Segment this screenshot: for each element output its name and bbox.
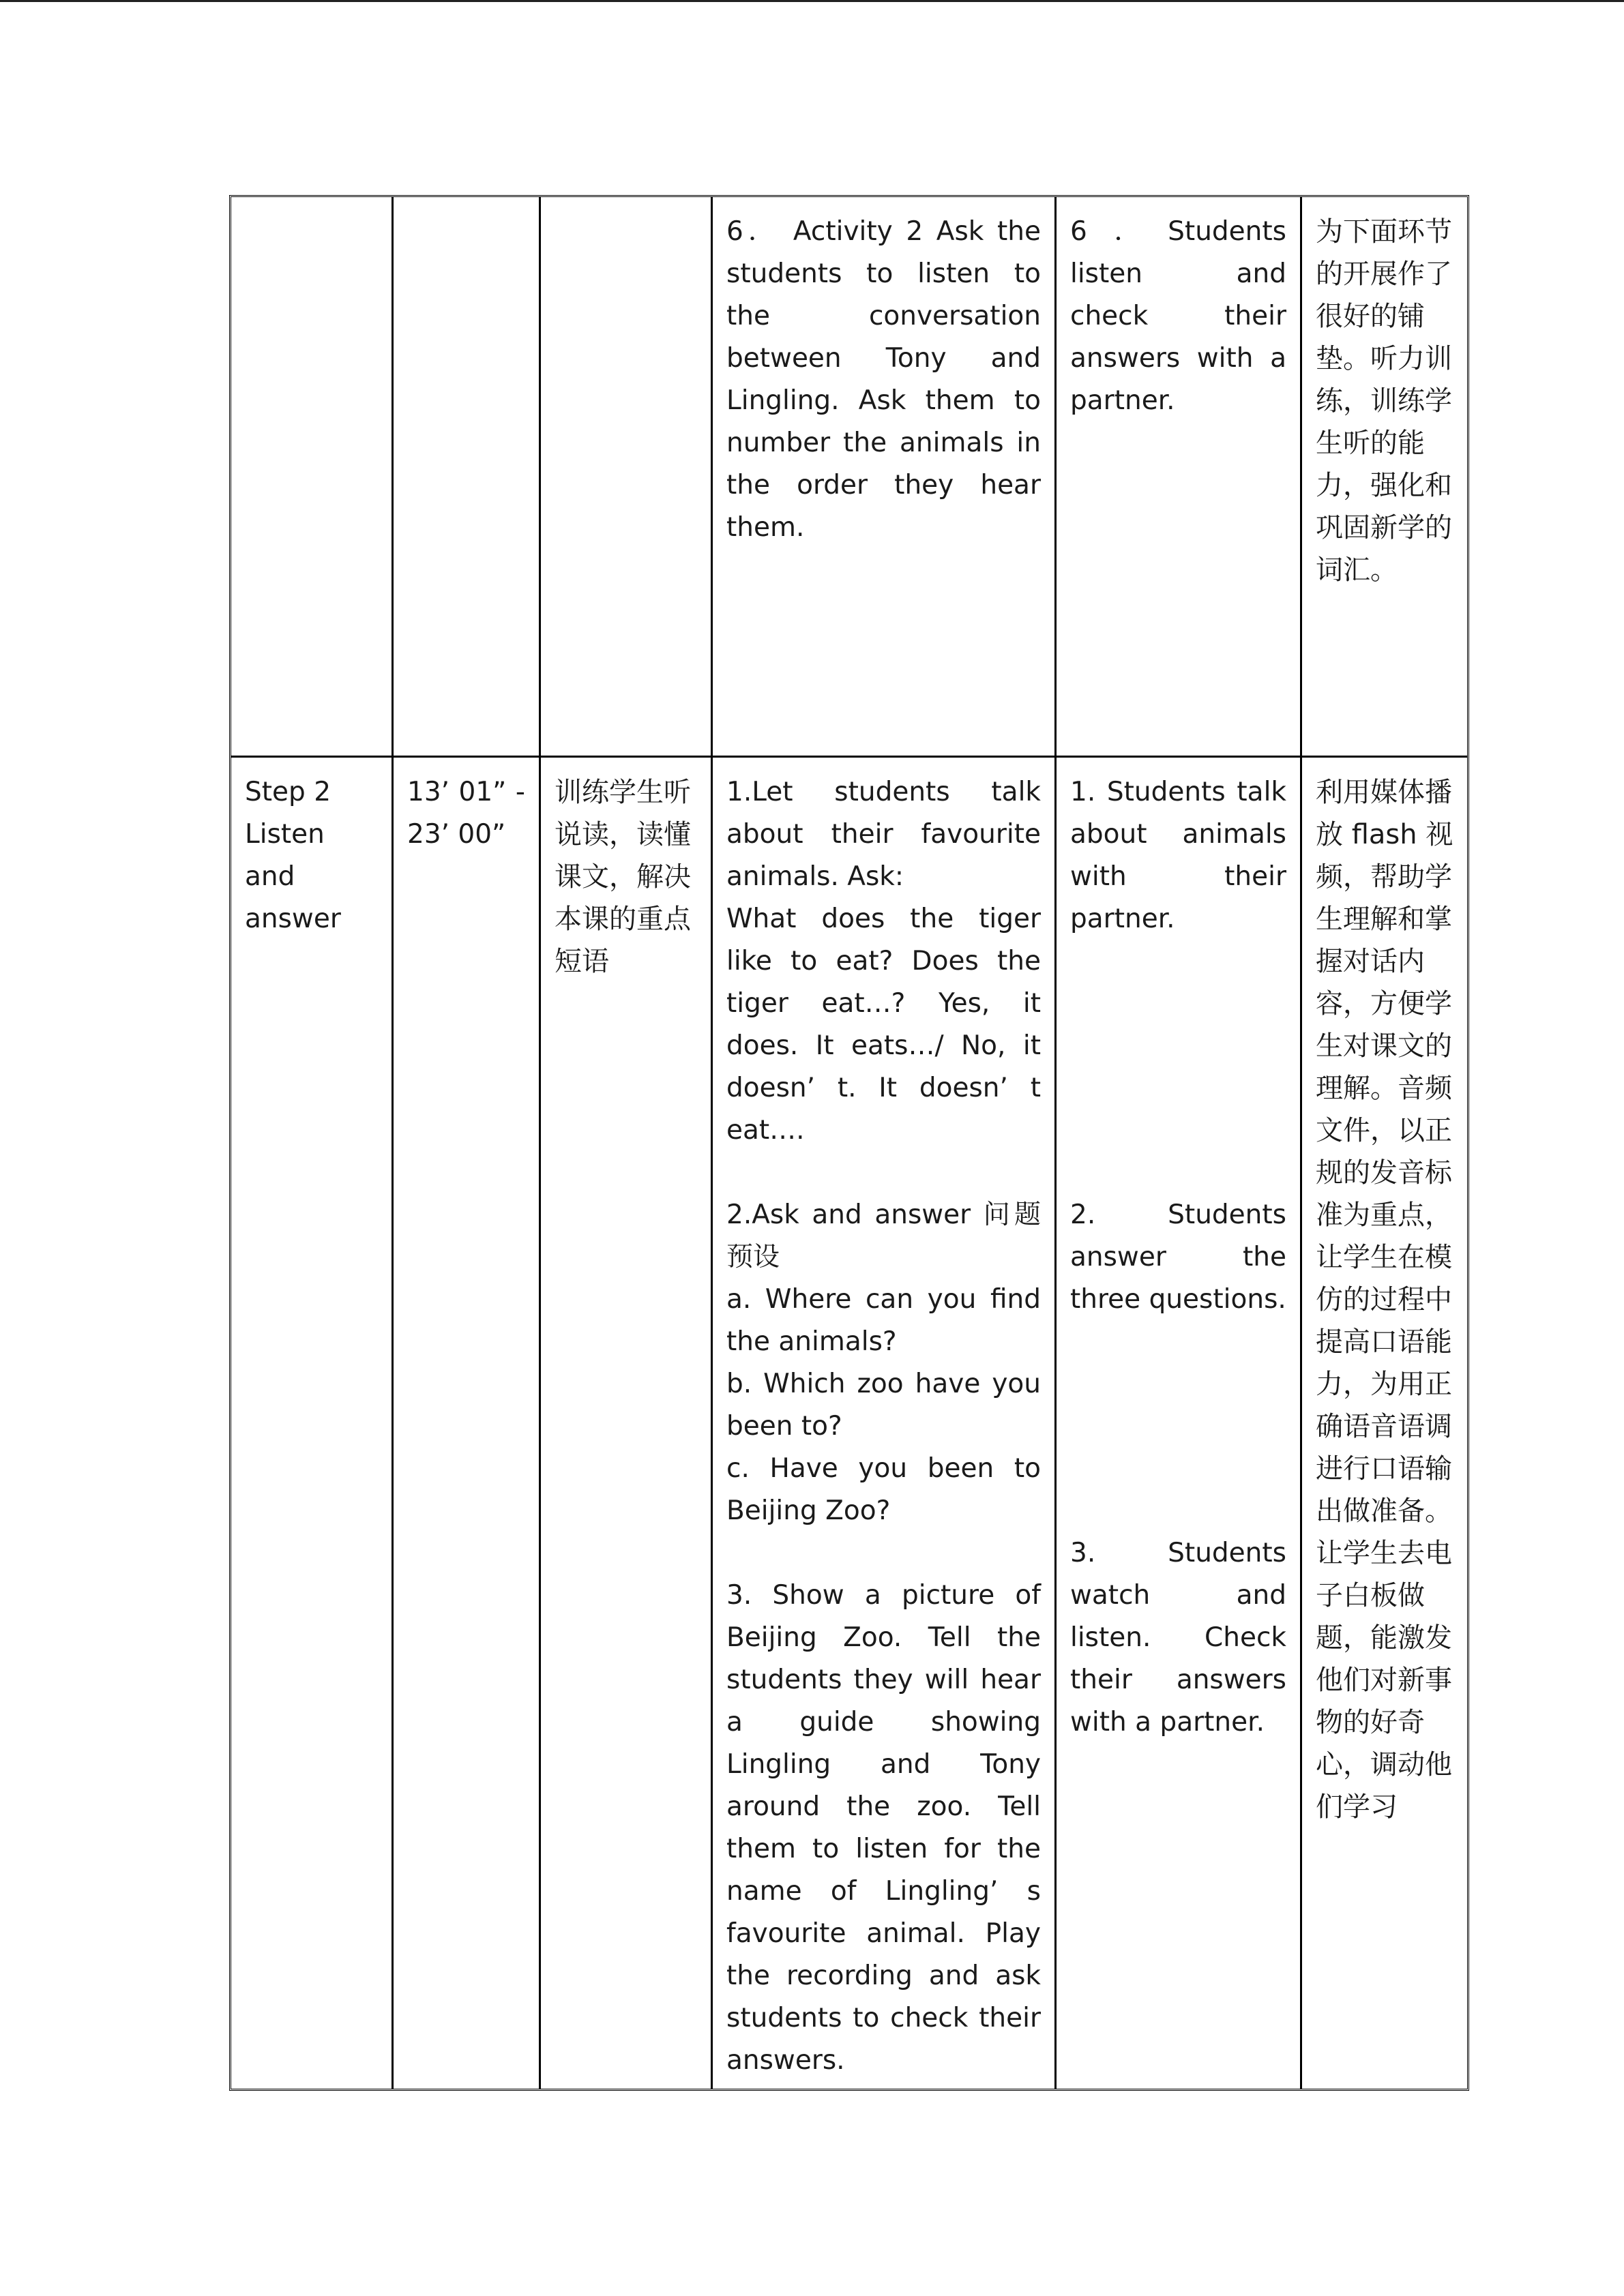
step-cell bbox=[231, 197, 394, 758]
student-activity-item-3: 3. Students watch and listen. Check their answers with a partner. bbox=[1070, 1538, 1295, 1738]
goal-text: 训练学生听说读，读懂课文，解决本课的重点短语 bbox=[555, 777, 691, 977]
lesson-plan-table bbox=[229, 195, 1469, 2091]
purpose-cell bbox=[1302, 758, 1467, 2089]
teacher-activity-item-3: 3. Show a picture of Beijing Zoo. Tell the students they will hear a guide showing Lingling and Tony around the zoo. Tell them to listen for the name of Lingling’ s favourite animal. Play the recording and ask students to check their answers. bbox=[726, 1580, 1050, 2076]
student-activity-item-1: 1. Students talk about animals with their partner. bbox=[1070, 777, 1295, 934]
student-activity-cell bbox=[1057, 758, 1302, 2089]
step-cell bbox=[231, 758, 394, 2089]
goal-cell bbox=[541, 197, 713, 758]
step-text: Step 2 Listen and answer bbox=[245, 777, 341, 934]
purpose-text: 为下面环节的开展作了很好的铺垫。听力训练，训练学生听的能力，强化和巩固新学的词汇。 bbox=[1316, 216, 1452, 586]
purpose-cell bbox=[1302, 197, 1467, 758]
time-cell bbox=[394, 758, 541, 2089]
purpose-text: 利用媒体播放 flash 视频，帮助学生理解和掌握对话内容，方便学生对课文的理解。音频文件，以正规的发音标准为重点，让学生在模仿的过程中提高口语能力，为用正确语音语调进行口语输出做准备。让学生去电子白板做题，能激发他们对新事物的好奇心，调动他们学习 bbox=[1316, 777, 1453, 1823]
table-row bbox=[231, 197, 1467, 758]
teacher-activity-cell bbox=[713, 758, 1057, 2089]
teacher-activity-item-1: 1.Let students talk about their favourite animals. Ask: What does the tiger like to eat? Does the tiger eat…? Yes, it does. It eats…/ No, it doesn’ t. It doesn’ t eat…. bbox=[726, 777, 1041, 1146]
page-top-rule bbox=[0, 0, 1624, 2]
teacher-activity-cell bbox=[713, 197, 1057, 758]
lesson-plan-table-wrapper bbox=[229, 195, 1465, 2077]
student-activity-cell bbox=[1057, 197, 1302, 758]
table-row bbox=[231, 758, 1467, 2089]
time-text: 13’ 01” - 23’ 00” bbox=[407, 777, 534, 850]
goal-cell bbox=[541, 758, 713, 2089]
student-activity-text: 6．Students listen and check their answers with a partner. bbox=[1070, 216, 1295, 416]
teacher-activity-item-2: 2.Ask and answer 问题预设 a. Where can you find the animals? b. Which zoo have you been to? c. Have you been to Beijing Zoo? bbox=[726, 1199, 1041, 1526]
time-cell bbox=[394, 197, 541, 758]
teacher-activity-text: 6． Activity 2 Ask the students to listen to the conversation between Tony and Lingling. Ask them to number the animals in the order they hear them. bbox=[726, 216, 1050, 543]
student-activity-item-2: 2. Students answer the three questions. bbox=[1070, 1199, 1295, 1315]
